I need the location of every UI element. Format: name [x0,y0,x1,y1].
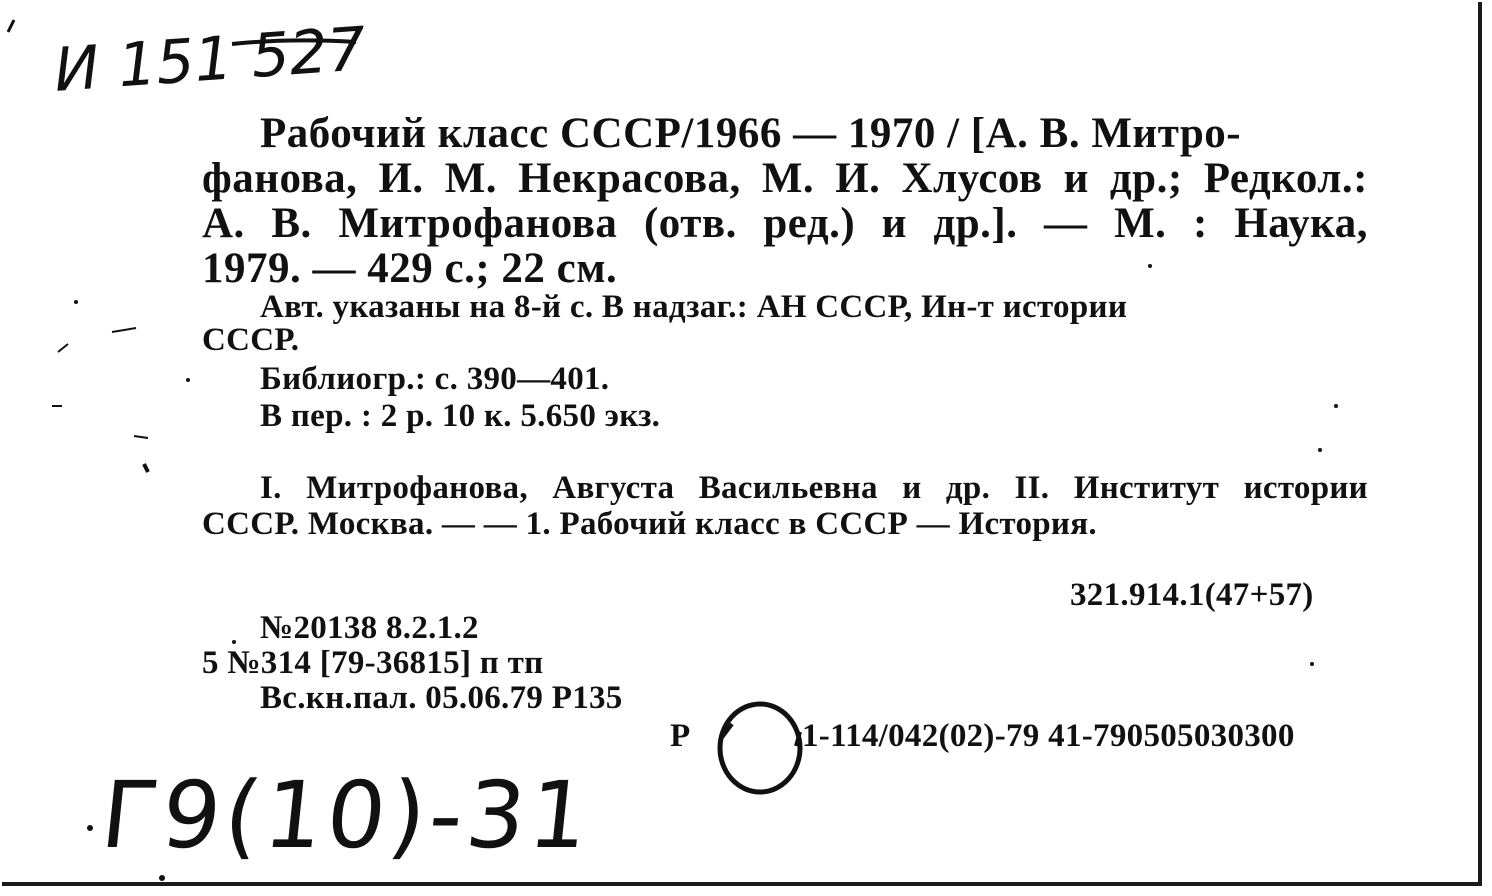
title-line-4: 1979. — 429 с.; 22 см. [202,245,618,292]
note-price: В пер. : 2 р. 10 к. 5.650 экз. [260,398,661,434]
handwritten-shelf-code: И 151 527 [51,14,369,106]
tracing-line-1: I. Митрофанова, Августа Васильевна и др. II. Институт истории [260,470,1368,506]
title-line-2: фанова, И. М. Некрасова, М. И. Хлусов и др.; Редкол.: [202,155,1368,202]
catalog-line-2: 5 №314 [79-36815] п тп [202,645,544,681]
catalog-line-1: №20138 8.2.1.2 [260,610,479,646]
catalog-line-3: Вс.кн.пал. 05.06.79 Р135 [260,680,623,716]
tracing-line-2: СССР. Москва. — — 1. Рабочий класс в СССР — История. [202,506,1097,542]
title-line-3: А. В. Митрофанова (отв. ред.) и др.]. — М. : Наука, [202,200,1368,247]
note-authors-cont: СССР. [202,322,300,358]
classification-number: 321.914.1(47+57) [1070,577,1314,613]
note-authors: Авт. указаны на 8-й с. В надзаг.: АН СССР, Ин-т истории [260,289,1128,325]
handwritten-class-code: Г9(10)-31 [96,762,598,869]
bottom-code: 1-114/042(02)-79 41-790505030300 [802,718,1295,754]
title-line-1: Рабочий класс СССР/1966 — 1970 / [А. В. Митро- [260,110,1242,157]
bottom-code-prefix: Р [670,718,691,754]
note-bibliography: Библиогр.: с. 390—401. [260,361,610,397]
scan-marks [2,2,1482,886]
catalog-card [2,2,1482,886]
